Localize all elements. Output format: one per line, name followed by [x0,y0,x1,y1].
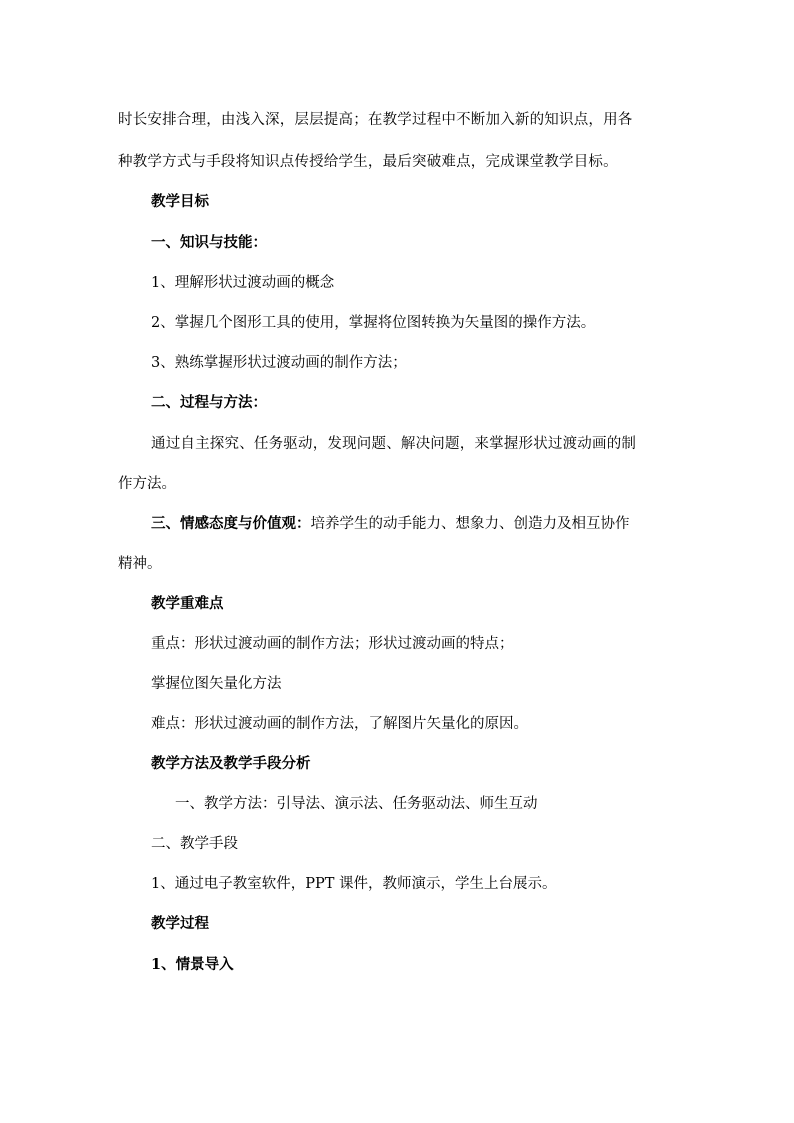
process-step-1: 1、情景导入 [151,956,234,973]
knowledge-heading: 一、知识与技能： [151,234,267,251]
emotion-line-2: 精神。 [118,556,162,572]
process-method-heading: 二、过程与方法： [151,394,267,411]
knowledge-item-2: 2、掌握几个图形工具的使用，掌握将位图转换为矢量图的操作方法。 [151,315,596,331]
difficult-point-line: 难点：形状过渡动画的制作方法，了解图片矢量化的原因。 [151,716,528,732]
emotion-heading: 三、情感态度与价值观： [151,515,311,532]
emotion-text: 培养学生的动手能力、想象力、创造力及相互协作 [310,516,630,532]
intro-line-1: 时长安排合理，由浅入深，层层提高；在教学过程中不断加入新的知识点，用各 [118,112,633,128]
emotion-line-1 [151,514,630,534]
knowledge-item-1: 1、理解形状过渡动画的概念 [151,275,335,291]
method-item-1: 1、通过电子教室软件，PPT 课件，教师演示，学生上台展示。 [151,876,557,892]
process-method-line-1: 通过自主探究、任务驱动，发现问题、解决问题，来掌握形状过渡动画的制 [151,436,637,452]
key-point-line: 重点：形状过渡动画的制作方法；形状过渡动画的特点； [151,636,514,652]
process-method-line-2: 作方法。 [118,476,176,492]
teaching-process-heading: 教学过程 [151,915,209,932]
key-points-heading: 教学重难点 [151,595,224,612]
methods-heading: 教学方法及教学手段分析 [151,755,311,772]
method-line-2: 二、教学手段 [151,836,238,852]
objectives-heading: 教学目标 [151,193,209,210]
key-point-line-2: 掌握位图矢量化方法 [151,676,282,692]
method-line-1: 一、教学方法：引导法、演示法、任务驱动法、师生互动 [175,796,538,812]
knowledge-item-3: 3、熟练掌握形状过渡动画的制作方法； [151,355,407,371]
intro-line-2: 种教学方式与手段将知识点传授给学生，最后突破难点，完成课堂教学目标。 [118,154,618,170]
